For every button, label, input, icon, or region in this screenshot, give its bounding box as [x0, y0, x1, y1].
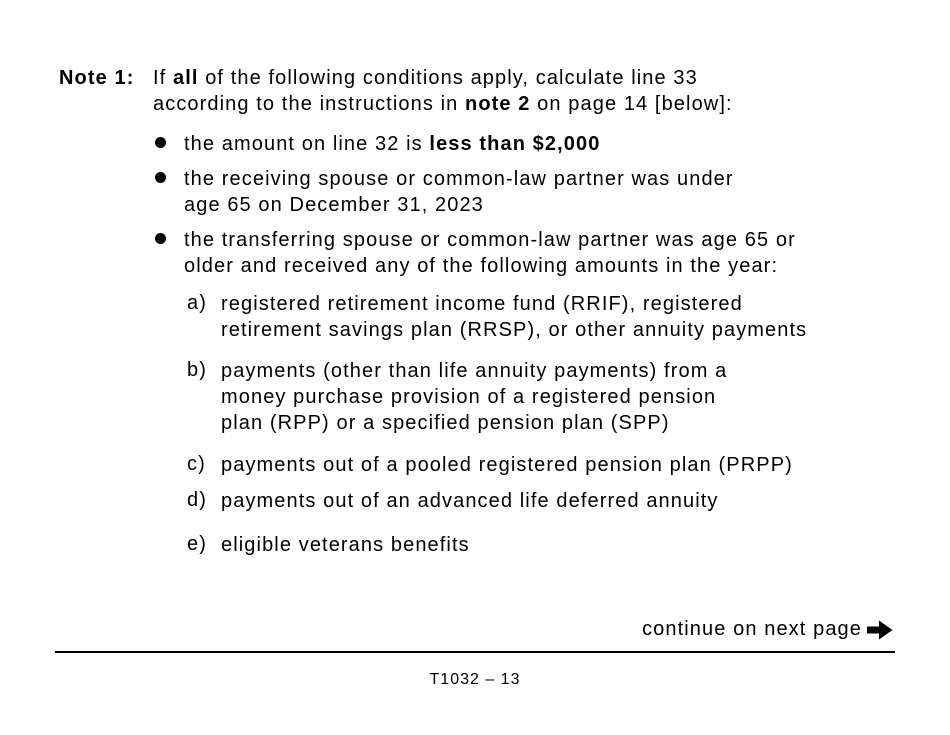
sub-item-line: eligible veterans benefits	[221, 534, 470, 556]
sub-item-line: retirement savings plan (RRSP), or other annuity payments	[221, 319, 808, 341]
sub-item-line: registered retirement income fund (RRIF), registered	[221, 293, 743, 315]
note-line1-bold: all	[172, 67, 199, 89]
sub-item-letter: b)	[187, 359, 207, 381]
sub-item-line: plan (RPP) or a specified pension plan (SPP)	[221, 412, 670, 434]
note-line2-bold: note 2	[465, 93, 531, 115]
sub-item-text	[221, 452, 793, 478]
sub-item-letter: c)	[187, 453, 206, 475]
note-intro	[153, 65, 733, 117]
sub-item-letter: a)	[187, 292, 207, 314]
sub-item-line: payments (other than life annuity payments) from a	[221, 360, 728, 382]
sub-item-line: money purchase provision of a registered pension	[221, 386, 717, 408]
bullet-text: the transferring spouse or common-law partner was age 65 or	[184, 229, 796, 251]
right-arrow-icon	[866, 619, 894, 641]
bullet-text: the amount on line 32 is	[184, 133, 430, 155]
sub-item-letter: e)	[187, 533, 207, 555]
page-number: T1032 – 13	[429, 671, 521, 688]
bullet-bold-text: less than $2,000	[429, 133, 601, 155]
bullet-item	[184, 131, 600, 157]
bullet-item	[184, 227, 796, 279]
bullet-text: older and received any of the following amounts in the year:	[184, 255, 779, 277]
bullet-text: the receiving spouse or common-law partner was under	[184, 168, 734, 190]
sub-item-text	[221, 488, 719, 514]
bullet-item	[184, 166, 734, 218]
sub-item-line: payments out of a pooled registered pension plan (PRPP)	[221, 454, 793, 476]
continue-text: continue on next page	[642, 618, 862, 640]
note-line2-post: on page 14 [below]:	[530, 93, 733, 115]
bullet-icon	[155, 172, 166, 183]
note-line1-post: of the following conditions apply, calculate line 33	[198, 67, 698, 89]
bullet-icon	[155, 233, 166, 244]
note-line2-pre: according to the instructions in	[153, 93, 466, 115]
sub-item-text	[221, 358, 727, 436]
bullet-text: age 65 on December 31, 2023	[184, 194, 484, 216]
note-line1-pre: If	[153, 67, 173, 89]
footer-divider	[55, 651, 895, 653]
sub-item-letter: d)	[187, 489, 207, 511]
sub-item-text	[221, 532, 470, 558]
sub-item-line: payments out of an advanced life deferred annuity	[221, 490, 719, 512]
sub-item-text	[221, 291, 807, 343]
bullet-icon	[155, 137, 166, 148]
note-label: Note 1:	[59, 67, 135, 89]
